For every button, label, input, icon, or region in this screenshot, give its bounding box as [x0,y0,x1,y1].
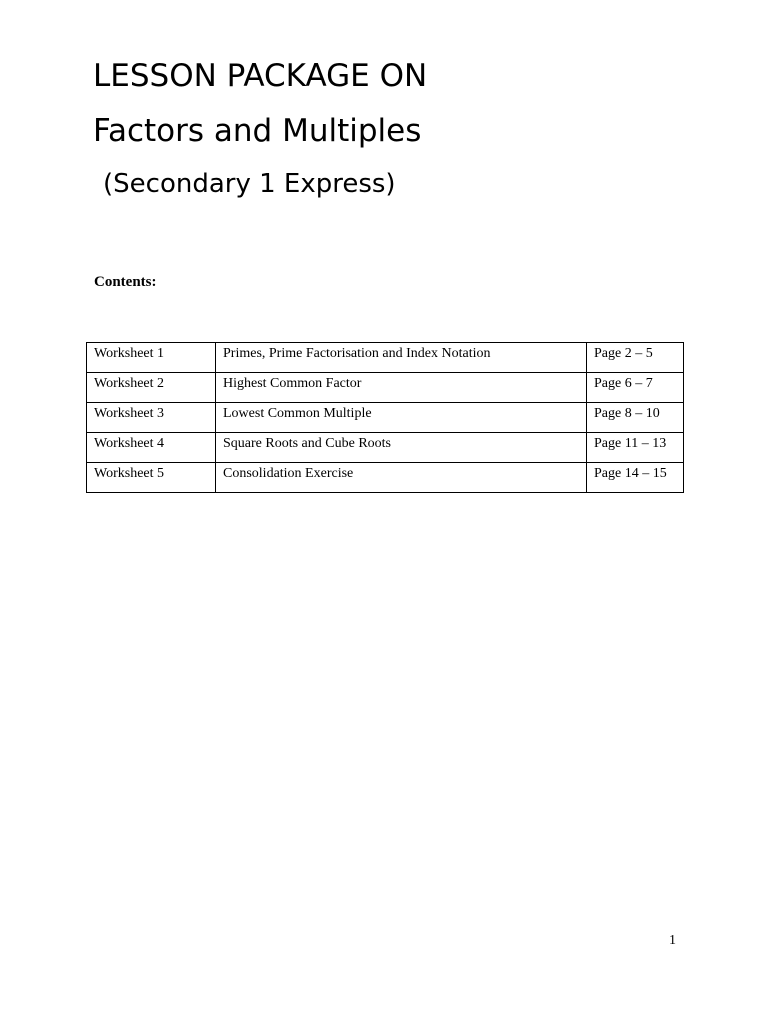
topic-cell [216,433,587,463]
pages-cell [587,373,684,403]
title-line-2: Factors and Multiples [93,113,422,149]
pages-cell [587,403,684,433]
worksheet-label: Worksheet 5 [94,466,165,481]
worksheet-label: Worksheet 2 [94,376,165,391]
table-row [87,343,684,373]
table-row [87,433,684,463]
worksheet-label: Worksheet 4 [94,436,165,451]
pages-cell [587,343,684,373]
topic-label: Highest Common Factor [223,376,362,391]
worksheet-label: Worksheet 1 [94,346,165,361]
page-number: 1 [669,933,676,948]
subtitle: (Secondary 1 Express) [103,169,396,199]
worksheet-cell [87,463,216,493]
topic-label: Primes, Prime Factorisation and Index Notation [223,346,491,361]
table-row [87,373,684,403]
topic-label: Square Roots and Cube Roots [223,436,391,451]
contents-table [86,342,684,493]
title-line-1: LESSON PACKAGE ON [93,58,428,94]
pages-label: Page 6 – 7 [594,376,653,391]
worksheet-cell [87,343,216,373]
worksheet-cell [87,373,216,403]
worksheet-cell [87,403,216,433]
contents-label: Contents: [94,274,157,290]
topic-label: Lowest Common Multiple [223,406,372,421]
topic-cell [216,403,587,433]
pages-label: Page 14 – 15 [594,466,667,481]
topic-cell [216,343,587,373]
pages-cell [587,463,684,493]
topic-label: Consolidation Exercise [223,466,354,481]
pages-cell [587,433,684,463]
topic-cell [216,463,587,493]
pages-label: Page 11 – 13 [594,436,667,451]
topic-cell [216,373,587,403]
pages-label: Page 8 – 10 [594,406,660,421]
worksheet-cell [87,433,216,463]
worksheet-label: Worksheet 3 [94,406,165,421]
pages-label: Page 2 – 5 [594,346,653,361]
table-row [87,403,684,433]
table-row [87,463,684,493]
